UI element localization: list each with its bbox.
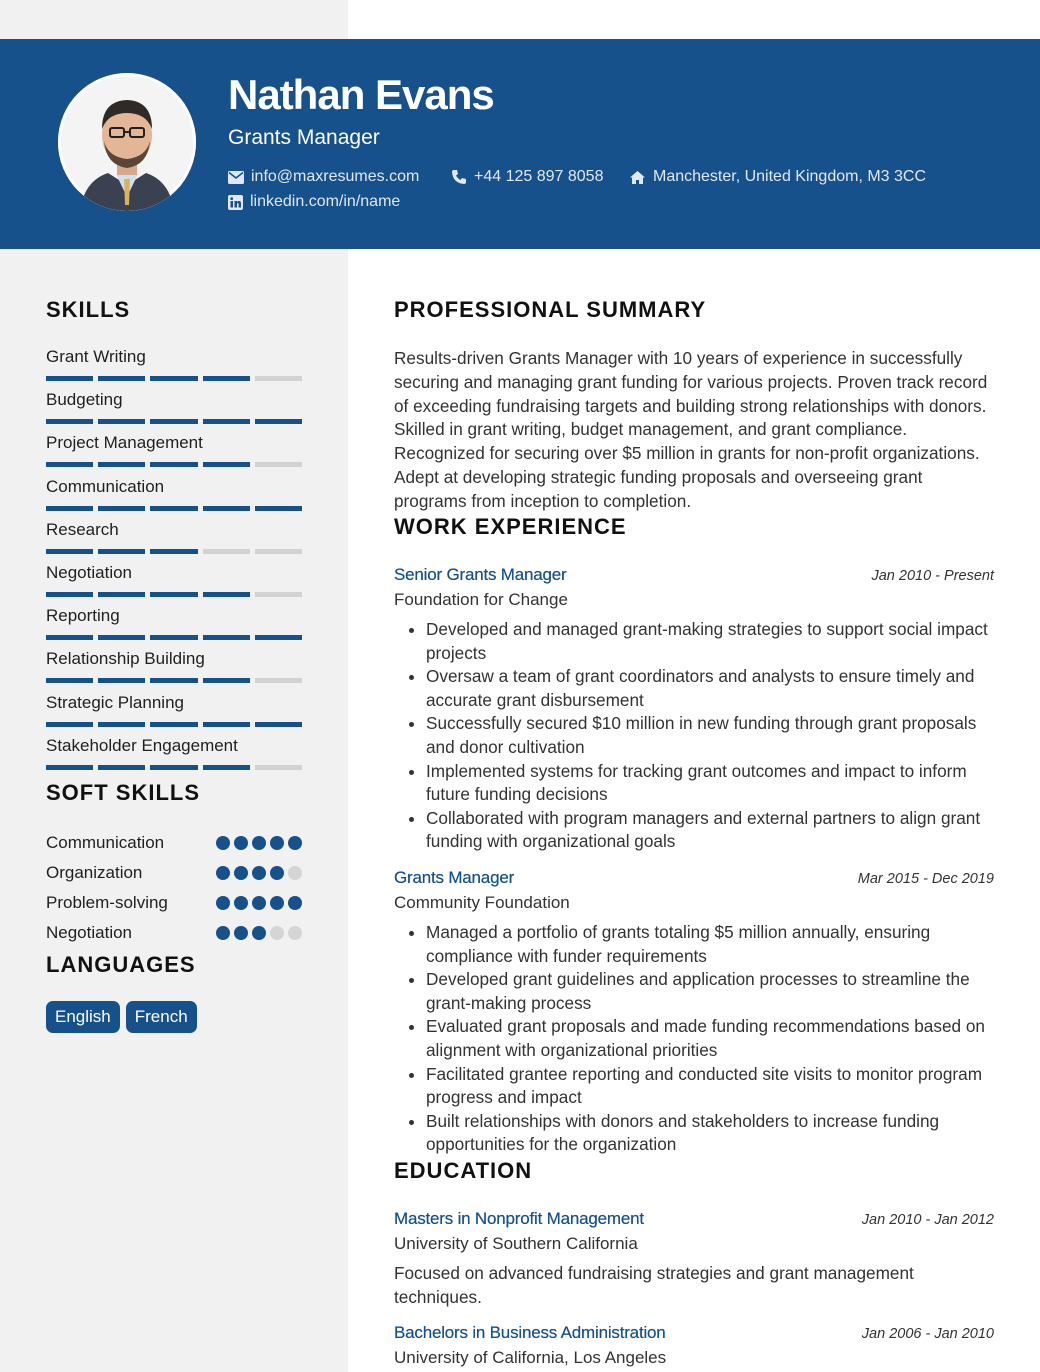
skill-level-segment	[150, 635, 197, 640]
skill-level-segment	[150, 462, 197, 467]
skill-level-segment	[98, 419, 145, 424]
rating-dot	[216, 896, 230, 910]
degree-title: Masters in Nonprofit Management	[394, 1209, 644, 1228]
job-title: Grants Manager	[394, 868, 515, 887]
skill-name: Research	[46, 519, 119, 539]
skill-level-segment	[46, 765, 93, 770]
job-title: Senior Grants Manager	[394, 565, 567, 584]
skill-level-segment	[98, 506, 145, 511]
rating-dot	[252, 896, 266, 910]
rating-dot	[234, 896, 248, 910]
school-name: University of California, Los Angeles	[394, 1348, 667, 1367]
skill-level-segment	[255, 765, 302, 770]
skill-level-segment	[98, 462, 145, 467]
skills-list	[46, 344, 302, 776]
skill-level-segment	[46, 376, 93, 381]
rating-dot	[270, 836, 284, 850]
bullet-item: Oversaw a team of grant coordinators and analysts to ensure timely and accurate grant disbursement	[394, 665, 994, 712]
skill-level-segment	[150, 592, 197, 597]
candidate-name: Nathan Evans	[228, 71, 494, 118]
skill-level-segment	[255, 462, 302, 467]
skill-item	[46, 646, 302, 689]
skill-level-segment	[46, 635, 93, 640]
skill-level-segment	[255, 549, 302, 554]
skill-level-segment	[203, 506, 250, 511]
experience-item	[394, 565, 994, 854]
rating-dot	[270, 896, 284, 910]
skill-level-segment	[98, 678, 145, 683]
skill-level-bar	[46, 678, 302, 683]
linkedin-contact[interactable]	[228, 193, 400, 211]
rating-dot	[216, 866, 230, 880]
linkedin-icon	[228, 195, 243, 210]
rating-dot	[270, 926, 284, 940]
skill-item	[46, 560, 302, 603]
resume-header	[0, 39, 1040, 249]
skill-name: Budgeting	[46, 390, 123, 410]
skill-level-segment	[255, 678, 302, 683]
skill-item	[46, 430, 302, 473]
school-name: University of Southern California	[394, 1234, 638, 1253]
skill-level-segment	[255, 722, 302, 727]
bullet-item: Facilitated grantee reporting and conducted site visits to monitor program progress and impact	[394, 1063, 994, 1110]
soft-skills-heading: SOFT SKILLS	[46, 780, 200, 805]
skill-level-segment	[150, 376, 197, 381]
skill-name: Project Management	[46, 433, 203, 453]
skill-level-segment	[98, 549, 145, 554]
linkedin-text: linkedin.com/in/name	[250, 193, 401, 210]
skill-level-segment	[46, 419, 93, 424]
soft-skill-rating	[216, 896, 302, 910]
skill-level-bar	[46, 506, 302, 511]
bullet-item: Managed a portfolio of grants totaling $5 million annually, ensuring compliance with funder requirements	[394, 921, 994, 968]
rating-dot	[270, 866, 284, 880]
soft-skills-list	[46, 828, 302, 948]
soft-skill-item	[46, 828, 302, 858]
soft-skill-rating	[216, 926, 302, 940]
language-badge: French	[126, 1001, 197, 1033]
education-item	[394, 1323, 994, 1370]
soft-skill-rating	[216, 866, 302, 880]
skill-item	[46, 603, 302, 646]
bullet-item: Built relationships with donors and stakeholders to increase funding opportunities for the organization	[394, 1110, 994, 1157]
skill-level-segment	[46, 549, 93, 554]
soft-skill-item	[46, 888, 302, 918]
skill-level-segment	[203, 376, 250, 381]
education-item	[394, 1209, 994, 1309]
rating-dot	[288, 896, 302, 910]
skill-level-bar	[46, 765, 302, 770]
skill-item	[46, 517, 302, 560]
skill-level-segment	[203, 765, 250, 770]
rating-dot	[288, 926, 302, 940]
skill-item	[46, 387, 302, 430]
skill-level-segment	[98, 376, 145, 381]
rating-dot	[288, 836, 302, 850]
skill-level-segment	[150, 765, 197, 770]
skill-level-segment	[150, 722, 197, 727]
rating-dot	[252, 926, 266, 940]
languages-heading: LANGUAGES	[46, 952, 196, 977]
rating-dot	[234, 926, 248, 940]
skill-item	[46, 733, 302, 776]
candidate-role: Grants Manager	[228, 126, 380, 149]
summary-heading: PROFESSIONAL SUMMARY	[394, 297, 707, 322]
rating-dot	[252, 836, 266, 850]
job-date: Jan 2010 - Present	[871, 568, 994, 584]
skill-level-segment	[46, 462, 93, 467]
bullet-item: Implemented systems for tracking grant outcomes and impact to inform future funding decisions	[394, 760, 994, 807]
avatar	[58, 73, 196, 211]
soft-skill-name: Organization	[46, 863, 143, 882]
skill-level-segment	[98, 635, 145, 640]
skill-level-segment	[255, 376, 302, 381]
skill-name: Grant Writing	[46, 347, 146, 366]
skill-level-segment	[46, 678, 93, 683]
skill-level-segment	[150, 419, 197, 424]
skill-level-segment	[98, 722, 145, 727]
skill-level-segment	[203, 678, 250, 683]
experience-item	[394, 868, 994, 1157]
phone-icon	[451, 169, 467, 185]
skill-level-segment	[203, 462, 250, 467]
soft-skill-name: Problem-solving	[46, 893, 168, 912]
skill-name: Stakeholder Engagement	[46, 735, 238, 755]
skill-level-bar	[46, 376, 302, 381]
degree-title: Bachelors in Business Administration	[394, 1323, 666, 1342]
envelope-icon	[228, 171, 244, 184]
skill-level-segment	[150, 549, 197, 554]
skill-level-bar	[46, 592, 302, 597]
skill-item	[46, 344, 302, 387]
skill-level-segment	[255, 635, 302, 640]
skill-item	[46, 690, 302, 733]
skill-level-bar	[46, 635, 302, 640]
education-heading: EDUCATION	[394, 1158, 533, 1183]
skill-level-bar	[46, 722, 302, 727]
location-text: Manchester, United Kingdom, M3 3CC	[653, 168, 927, 185]
rating-dot	[234, 836, 248, 850]
skill-level-segment	[46, 506, 93, 511]
bullet-item: Successfully secured $10 million in new funding through grant proposals and donor cultivation	[394, 712, 994, 759]
skill-level-segment	[255, 506, 302, 511]
job-date: Mar 2015 - Dec 2019	[857, 871, 994, 887]
skill-level-segment	[150, 678, 197, 683]
skill-name: Strategic Planning	[46, 692, 184, 712]
soft-skill-item	[46, 858, 302, 888]
bullet-item: Developed grant guidelines and application processes to streamline the grant-making process	[394, 968, 994, 1015]
skill-level-segment	[203, 592, 250, 597]
skill-name: Reporting	[46, 606, 120, 626]
home-icon	[629, 170, 646, 185]
education-date: Jan 2010 - Jan 2012	[861, 1212, 994, 1228]
bullet-item: Collaborated with program managers and external partners to align grant funding with organizational goals	[394, 807, 994, 854]
skill-level-bar	[46, 549, 302, 554]
skill-name: Communication	[46, 476, 165, 496]
language-badge: English	[46, 1001, 120, 1033]
email-contact[interactable]	[228, 168, 419, 186]
skill-level-segment	[203, 549, 250, 554]
skill-item	[46, 474, 302, 517]
skill-level-segment	[98, 592, 145, 597]
skill-name: Negotiation	[46, 562, 133, 582]
email-text: info@maxresumes.com	[251, 168, 420, 185]
skill-level-segment	[203, 635, 250, 640]
soft-skill-rating	[216, 836, 302, 850]
education-date: Jan 2006 - Jan 2010	[861, 1326, 994, 1342]
location-contact	[629, 168, 926, 186]
skill-level-segment	[98, 765, 145, 770]
languages-list	[46, 1001, 197, 1033]
skill-level-segment	[150, 506, 197, 511]
rating-dot	[252, 866, 266, 880]
skill-level-bar	[46, 419, 302, 424]
skills-heading: SKILLS	[46, 297, 131, 322]
skill-level-bar	[46, 462, 302, 467]
job-bullets	[394, 921, 994, 1157]
skill-level-segment	[203, 722, 250, 727]
soft-skill-name: Communication	[46, 833, 165, 852]
skill-level-segment	[46, 722, 93, 727]
rating-dot	[216, 926, 230, 940]
soft-skill-item	[46, 918, 302, 948]
rating-dot	[288, 866, 302, 880]
phone-contact[interactable]	[451, 168, 603, 186]
skill-level-segment	[255, 592, 302, 597]
job-organization: Community Foundation	[394, 893, 570, 912]
skill-level-segment	[46, 592, 93, 597]
experience-heading: WORK EXPERIENCE	[394, 514, 627, 539]
bullet-item: Evaluated grant proposals and made funding recommendations based on alignment with organizational priorities	[394, 1015, 994, 1062]
soft-skill-name: Negotiation	[46, 923, 133, 942]
rating-dot	[234, 866, 248, 880]
skill-name: Relationship Building	[46, 649, 205, 669]
rating-dot	[216, 836, 230, 850]
skill-level-segment	[255, 419, 302, 424]
phone-text: +44 125 897 8058	[474, 168, 604, 185]
education-description: Focused on advanced fundraising strategies and grant management techniques.	[394, 1263, 914, 1307]
job-bullets	[394, 618, 994, 854]
summary-text: Results-driven Grants Manager with 10 years of experience in successfully securing and managing grant funding for various projects. Proven track record of exceeding fundraising targets and building strong relationships with donors. Skilled in grant writing, budget management, and grant compliance. Recognized for securing over $5 million in grants for non-profit organizations. Adept at developing strategic funding proposals and overseeing grant programs from inception to completion.	[394, 348, 988, 511]
skill-level-segment	[203, 419, 250, 424]
job-organization: Foundation for Change	[394, 590, 568, 609]
bullet-item: Developed and managed grant-making strategies to support social impact projects	[394, 618, 994, 665]
